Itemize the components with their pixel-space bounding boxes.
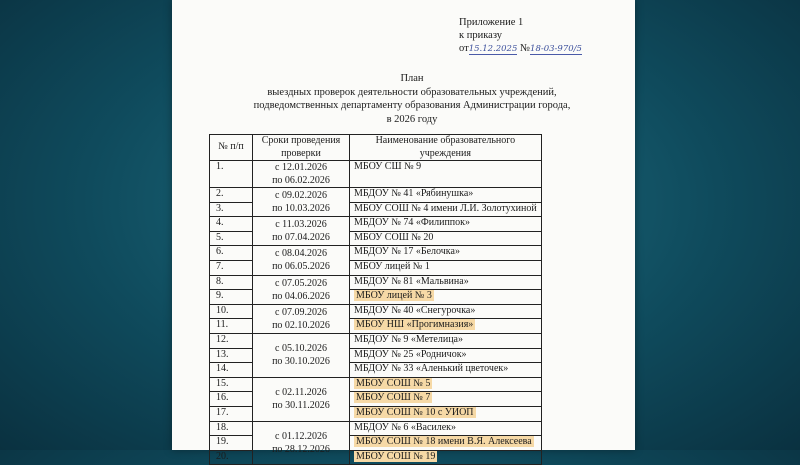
table-row (210, 304, 542, 319)
institution-cell (350, 202, 542, 217)
date-end: по 07.04.2026 (272, 232, 330, 244)
inspection-schedule-table (209, 134, 542, 465)
institution-cell (350, 260, 542, 275)
institution-name: МБОУ СОШ № 5 (356, 377, 431, 389)
institution-cell (350, 290, 542, 305)
institution-name: МБДОУ № 74 «Филиппок» (354, 217, 471, 229)
date-end: по 30.11.2026 (272, 400, 330, 412)
handwritten-date: 15.12.2025 (468, 44, 518, 54)
row-number: 1. (210, 161, 253, 188)
institution-cell (350, 406, 542, 421)
number-prefix: № (520, 43, 531, 54)
table-body (210, 161, 542, 465)
row-number: 11. (210, 319, 253, 334)
row-number: 8. (210, 275, 253, 290)
institution-cell (350, 363, 542, 378)
institution-cell (350, 304, 542, 319)
heading-line-4: в 2026 году (386, 113, 438, 125)
heading-line-3: подведомственных департаменту образования Администрации города, (253, 100, 571, 111)
date-end: по 10.03.2026 (272, 203, 330, 215)
document-heading (202, 72, 622, 126)
date-start: с 11.03.2026 (275, 219, 327, 231)
row-number: 2. (210, 188, 253, 203)
institution-name: МБОУ СОШ № 4 имени Л.И. Золотухиной (354, 202, 537, 214)
table-row (210, 333, 542, 348)
institution-cell (350, 392, 542, 407)
institution-cell (350, 333, 542, 348)
date-end: по 30.10.2026 (272, 356, 330, 368)
table-row (210, 246, 542, 261)
date-end: по 04.06.2026 (272, 290, 330, 302)
row-number: 7. (210, 260, 253, 275)
date-end: по 02.10.2026 (272, 319, 330, 331)
institution-name: МБДОУ № 25 «Родничок» (354, 348, 467, 360)
heading-line-2: выездных проверок деятельности образовательных учреждений, (267, 86, 557, 98)
row-number: 3. (210, 202, 253, 217)
institution-cell (350, 275, 542, 290)
row-number: 4. (210, 217, 253, 232)
date-end: по 06.05.2026 (272, 261, 330, 273)
institution-cell (350, 188, 542, 203)
row-number: 16. (210, 392, 253, 407)
institution-cell (350, 421, 542, 436)
row-number: 12. (210, 333, 253, 348)
date-end: по 06.02.2026 (272, 175, 330, 186)
row-number: 6. (210, 246, 253, 261)
heading-title: План (400, 73, 424, 84)
institution-cell (350, 246, 542, 261)
row-number: 17. (210, 406, 253, 421)
institution-cell (350, 377, 542, 392)
date-end: по 28.12.2026 (272, 443, 330, 455)
date-range-cell (253, 304, 350, 333)
institution-name: МБДОУ № 9 «Метелица» (354, 333, 463, 345)
table-row (210, 421, 542, 436)
order-date-number-line (459, 42, 582, 56)
date-start: с 08.04.2026 (275, 248, 327, 260)
institution-name: МБОУ СОШ № 10 с УИОП (356, 406, 474, 418)
institution-name: МБДОУ № 17 «Белочка» (354, 246, 460, 258)
institution-name: МБОУ лицей № 3 (356, 290, 432, 302)
date-range-cell (253, 421, 350, 465)
date-start: с 09.02.2026 (275, 190, 327, 202)
row-number: 15. (210, 377, 253, 392)
row-number: 13. (210, 348, 253, 363)
appendix-block (459, 16, 582, 56)
document-page (172, 0, 635, 462)
institution-name: МБДОУ № 33 «Аленький цветочек» (354, 363, 509, 375)
row-number: 5. (210, 231, 253, 246)
institution-cell (350, 348, 542, 363)
institution-cell (350, 319, 542, 334)
header-dates: Сроки проведения проверки (253, 135, 350, 161)
institution-cell (350, 231, 542, 246)
institution-cell (350, 450, 542, 465)
institution-name: МБОУ СОШ № 19 (356, 450, 436, 462)
date-range-cell (253, 217, 350, 246)
table-row (210, 161, 542, 188)
date-range-cell (253, 377, 350, 421)
header-institution: Наименование образовательного учреждения (350, 135, 542, 161)
date-range-cell (253, 275, 350, 304)
table-row (210, 188, 542, 203)
row-number: 10. (210, 304, 253, 319)
institution-name: МБДОУ № 40 «Снегурочка» (354, 304, 476, 316)
date-start: с 12.01.2026 (275, 162, 327, 173)
date-range-cell (253, 333, 350, 377)
institution-name: МБОУ СШ № 9 (354, 161, 422, 172)
date-start: с 05.10.2026 (275, 343, 327, 355)
institution-name: МБДОУ № 41 «Рябинушка» (354, 188, 474, 199)
date-start: с 07.05.2026 (275, 277, 327, 289)
appendix-line-1: Приложение 1 (459, 17, 524, 28)
row-number: 9. (210, 290, 253, 305)
institution-name: МБОУ НШ «Прогимназия» (356, 319, 474, 331)
institution-name: МБОУ лицей № 1 (354, 260, 430, 272)
row-number: 19. (210, 436, 253, 451)
table-row (210, 377, 542, 392)
date-start: с 02.11.2026 (275, 387, 327, 399)
from-prefix: от (459, 43, 469, 54)
date-range-cell (253, 161, 350, 188)
header-num: № п/п (210, 135, 253, 161)
date-start: с 01.12.2026 (275, 430, 327, 442)
date-range-cell (253, 246, 350, 275)
institution-cell (350, 217, 542, 232)
handwritten-order-number: 18-03-970/5 (530, 44, 582, 54)
table-row (210, 217, 542, 232)
row-number: 20. (210, 450, 253, 465)
institution-cell (350, 436, 542, 451)
institution-name: МБОУ СОШ № 18 имени В.Я. Алексеева (356, 436, 532, 448)
institution-name: МБОУ СОШ № 7 (356, 392, 431, 404)
table-header-row (210, 135, 542, 161)
appendix-line-2: к приказу (459, 30, 502, 41)
date-start: с 07.09.2026 (275, 306, 327, 318)
row-number: 18. (210, 421, 253, 436)
date-range-cell (253, 188, 350, 217)
institution-cell (350, 161, 542, 188)
row-number: 14. (210, 363, 253, 378)
institution-name: МБОУ СОШ № 20 (354, 231, 434, 243)
institution-name: МБДОУ № 6 «Василек» (354, 421, 457, 433)
institution-name: МБДОУ № 81 «Мальвина» (354, 275, 469, 287)
table-row (210, 275, 542, 290)
